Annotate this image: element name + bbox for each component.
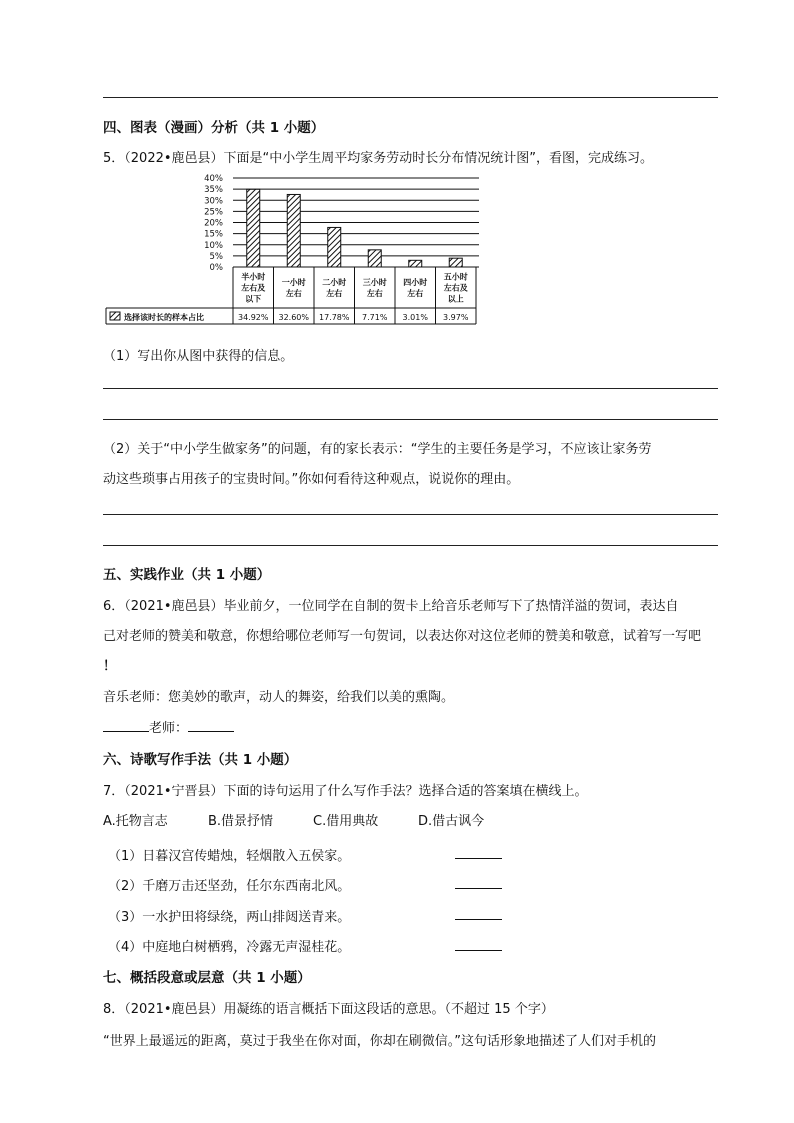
top-rule	[103, 97, 718, 98]
answer-line	[103, 514, 718, 515]
bar	[328, 227, 341, 267]
legend-swatch	[110, 312, 120, 320]
y-tick-label: 20%	[204, 218, 223, 229]
question-6-example: 音乐老师：您美妙的歌声，动人的舞姿，给我们以美的熏陶。	[103, 690, 455, 705]
y-tick-label: 30%	[204, 196, 223, 207]
housework-duration-chart	[100, 170, 480, 330]
fill-blank[interactable]	[103, 719, 149, 732]
fill-blank[interactable]	[188, 719, 234, 732]
question-5-sub1: （1）写出你从图中获得的信息。	[103, 349, 294, 364]
data-label: 17.78%	[318, 313, 350, 322]
question-7-option-c: C.借用典故	[313, 814, 379, 829]
y-tick-label: 5%	[209, 251, 223, 262]
answer-line	[103, 419, 718, 420]
fill-blank[interactable]	[455, 858, 502, 859]
question-7-item: （3）一水护田将绿绕，两山排闼送青来。	[108, 910, 351, 925]
fill-blank[interactable]	[455, 888, 502, 889]
question-8-prompt: 8．（2021•鹿邑县）用凝练的语言概括下面这段话的意思。（不超过 15 个字）	[103, 1002, 554, 1017]
bar	[287, 194, 300, 267]
question-7-item: （2）千磨万击还坚劲，任尔东西南北风。	[108, 879, 351, 894]
data-label: 34.92%	[237, 313, 269, 322]
y-tick-label: 25%	[204, 207, 223, 218]
category-label: 三小时	[362, 278, 387, 287]
category-label: 左右	[326, 289, 343, 298]
answer-line	[103, 545, 718, 546]
data-label: 7.71%	[362, 313, 388, 322]
category-label: 半小时	[241, 272, 266, 282]
category-label: 以上	[447, 294, 464, 304]
question-7-prompt: 7．（2021•宁晋县）下面的诗句运用了什么写作手法？选择合适的答案填在横线上。	[103, 784, 588, 799]
category-label: 左右	[407, 289, 424, 298]
category-label: 左右	[366, 289, 383, 298]
fill-blank[interactable]	[455, 919, 502, 920]
y-tick-label: 15%	[204, 229, 223, 240]
data-label: 32.60%	[278, 313, 310, 322]
y-tick-label: 40%	[204, 174, 223, 184]
y-tick-label: 0%	[209, 263, 223, 273]
question-5-prompt: 5．（2022•鹿邑县）下面是“中小学生周平均家务劳动时长分布情况统计图”，看图，完成练习。	[103, 151, 653, 166]
section-6-heading: 六、诗歌写作手法（共 1 小题）	[103, 752, 298, 768]
bar	[409, 260, 422, 267]
y-tick-label: 10%	[204, 240, 223, 251]
question-7-option-a: A.托物言志	[103, 814, 168, 829]
section-5-heading: 五、实践作业（共 1 小题）	[103, 567, 271, 583]
legend-label: 选择该时长的样本占比	[124, 313, 204, 322]
category-label: 一小时	[281, 278, 306, 287]
question-6-answer-row	[103, 717, 234, 736]
category-label: 左右及	[241, 283, 266, 293]
category-label: 四小时	[403, 278, 428, 287]
question-8-quote: “世界上最遥远的距离，莫过于我坐在你对面，你却在刷微信。”这句话形象地描述了人们对手机的	[103, 1034, 656, 1049]
category-label: 左右	[285, 289, 302, 298]
data-label: 3.01%	[402, 313, 428, 322]
question-7-item: （4）中庭地白树栖鸦，冷露无声湿桂花。	[108, 940, 351, 955]
question-6-line3: ！	[103, 659, 117, 674]
category-label: 二小时	[322, 278, 347, 287]
answer-line	[103, 388, 718, 389]
fill-blank[interactable]	[455, 950, 502, 951]
category-label: 以下	[245, 294, 262, 304]
teacher-label: 老师：	[149, 721, 189, 736]
question-7-item: （1）日暮汉宫传蜡烛，轻烟散入五侯家。	[108, 849, 351, 864]
bar	[449, 258, 462, 267]
question-6-line1: 6．（2021•鹿邑县）毕业前夕，一位同学在自制的贺卡上给音乐老师写下了热情洋溢的贺词，表达自	[103, 599, 679, 614]
category-label: 五小时	[443, 272, 468, 282]
question-7-option-d: D.借古讽今	[418, 814, 485, 829]
section-4-heading: 四、图表（漫画）分析（共 1 小题）	[103, 120, 325, 136]
y-tick-label: 35%	[204, 185, 223, 196]
category-label: 左右及	[443, 283, 468, 293]
question-5-sub2-line1: （2）关于“中小学生做家务”的问题，有的家长表示：“学生的主要任务是学习，不应该让家务劳	[103, 442, 652, 457]
data-label: 3.97%	[443, 313, 469, 322]
question-6-line2: 己对老师的赞美和敬意，你想给哪位老师写一句贺词，以表达你对这位老师的赞美和敬意，试着写一写吧	[103, 629, 702, 644]
bar	[247, 189, 260, 267]
bar	[368, 250, 381, 267]
question-5-sub2-line2: 动这些琐事占用孩子的宝贵时间。”你如何看待这种观点，说说你的理由。	[103, 472, 520, 487]
question-7-option-b: B.借景抒情	[208, 814, 274, 829]
section-7-heading: 七、概括段意或层意（共 1 小题）	[103, 970, 311, 986]
